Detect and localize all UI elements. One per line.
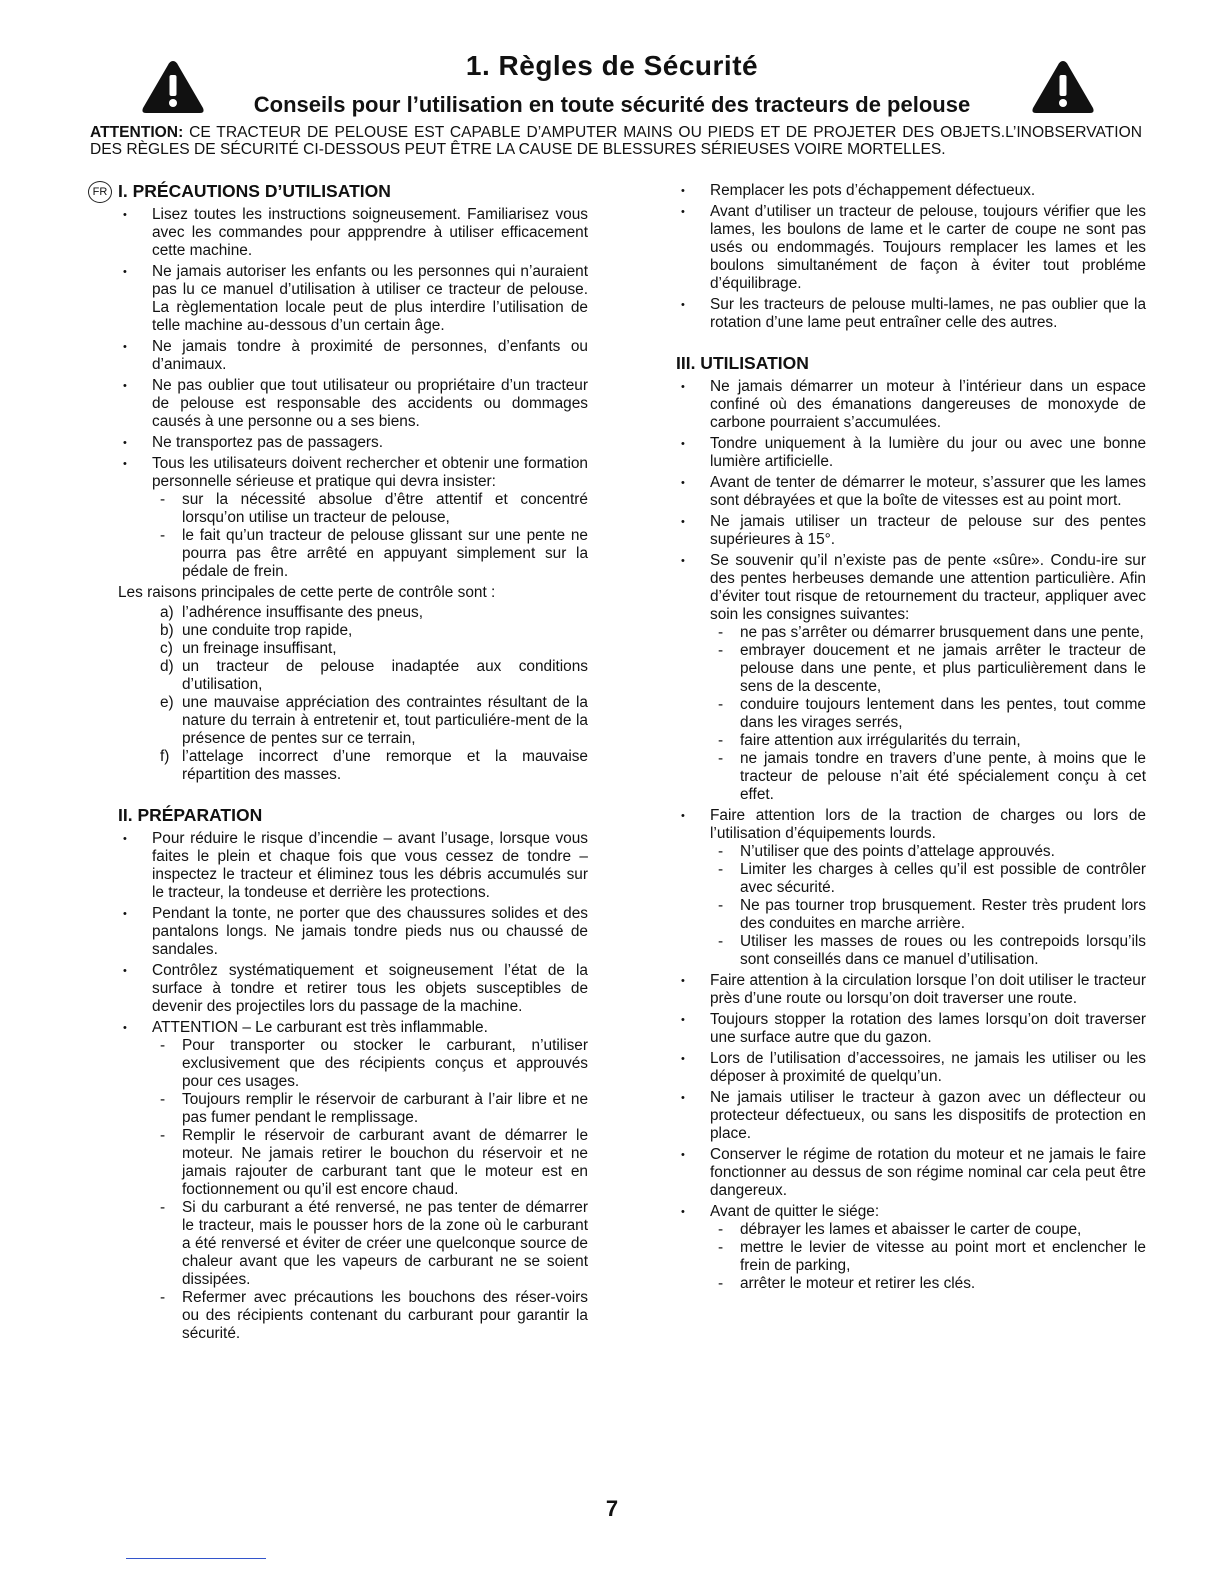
list-item: • Faire attention à la circulation lorsque l’on doit utiliser le tracteur près d’une route ou lorsqu’on doit traverser une route.: [676, 972, 1146, 1008]
list-item: [118, 1019, 588, 1343]
sub-list-item: - le fait qu’un tracteur de pelouse glissant sur une pente ne pourra pas être arrêté en appuyant simplement sur la pédale de frein.: [152, 527, 588, 581]
list-item: • Ne jamais démarrer un moteur à l’intérieur dans un espace confiné où des émanations dangereuses de monoxyde de carbone pourraient s’accumulées.: [676, 378, 1146, 432]
list-item: • Ne jamais autoriser les enfants ou les personnes qui n’auraient pas lu ce manuel d’utilisation à utiliser ce tracteur de pelouse. La règlementation locale peut de plus interdire l’utilisation de telle machine au-dessous d’un certain âge.: [118, 263, 588, 335]
bullet-list: [676, 378, 1146, 1293]
bullet-list: [118, 206, 588, 581]
sub-list-item: - conduire toujours lentement dans les pentes, tout comme dans les virages serrés,: [710, 696, 1146, 732]
list-item: [676, 807, 1146, 969]
sub-list: [152, 1037, 588, 1343]
list-item: • Ne pas oublier que tout utilisateur ou propriétaire d’un tracteur de pelouse est responsable des accidents ou dommages causés à une personne ou a ses biens.: [118, 377, 588, 431]
list-item-text: Faire attention lors de la traction de charges ou lors de l’utilisation d’équipements lourds.: [710, 807, 1146, 842]
reason-text: l’adhérence insuffisante des pneus,: [182, 604, 424, 621]
list-item: • Sur les tracteurs de pelouse multi-lames, ne pas oublier que la rotation d’une lame peut entraîner celle des autres.: [676, 296, 1146, 332]
reasons-intro: Les raisons principales de cette perte de contrôle sont :: [118, 584, 496, 601]
list-item: • Tondre uniquement à la lumière du jour ou avec une bonne lumière artificielle.: [676, 435, 1146, 471]
reason-item: [160, 640, 588, 658]
list-item-text: ATTENTION – Le carburant est très inflammable.: [152, 1019, 488, 1036]
reason-letter: f): [160, 748, 170, 765]
right-column: [676, 182, 1146, 1296]
list-item: • Contrôlez systématiquement et soigneusement l’état de la surface à tondre et retirer tous les objets susceptibles de devenir des projectiles lors du passage de la machine.: [118, 962, 588, 1016]
bullet-list: [118, 830, 588, 1343]
reasons-list: [118, 604, 588, 784]
reason-letter: b): [160, 622, 174, 639]
list-item-text: Avant de quitter le siége:: [710, 1203, 880, 1220]
list-item-text: Se souvenir qu’il n’existe pas de pente «sûre». Condu-ire sur des pentes herbeuses demande une attention particulière. Afin d’éviter tout risque de retournement du tracteur, appliquer avec soin les consignes suivantes:: [710, 552, 1146, 623]
attention-text: CE TRACTEUR DE PELOUSE EST CAPABLE D’AMPUTER MAINS OU PIEDS ET DE PROJETER DES OBJETS.L’INOBSERVATION DES RÈGLES DE SÉCURITÉ CI-DESSOUS PEUT ÊTRE LA CAUSE DE BLESSURES SÉRIEUSES VOIRE MORTELLES.: [90, 124, 1142, 158]
reason-item: [160, 694, 588, 748]
reason-text: une conduite trop rapide,: [182, 622, 353, 639]
sub-list: [710, 1221, 1146, 1293]
sub-list-item: - arrêter le moteur et retirer les clés.: [710, 1275, 1146, 1293]
list-item: • Avant d’utiliser un tracteur de pelouse, toujours vérifier que les lames, les boulons de lame et le carter de coupe ne sont pas usés ou endommagés. Toujours remplacer les lames et les boulons simultanément de façon à éviter tout probléme d’équilibrage.: [676, 203, 1146, 293]
reason-item: [160, 604, 588, 622]
reason-item: [160, 622, 588, 640]
sub-list: [152, 491, 588, 581]
list-item: • Ne jamais tondre à proximité de personnes, d’enfants ou d’animaux.: [118, 338, 588, 374]
language-badge: FR: [88, 181, 112, 203]
bullet-list: [676, 182, 1146, 332]
reason-text: un freinage insuffisant,: [182, 640, 337, 657]
attention-warning: [90, 124, 1142, 158]
sub-list-item: - sur la nécessité absolue d’être attentif et concentré lorsqu’on utilise un tracteur de pelouse,: [152, 491, 588, 527]
reason-letter: e): [160, 694, 174, 711]
sub-list: [710, 624, 1146, 804]
list-item: • Remplacer les pots d’échappement défectueux.: [676, 182, 1146, 200]
sub-list-item: - Refermer avec précautions les bouchons des réser-voirs ou des récipients contenant du carburant pour garantir la sécurité.: [152, 1289, 588, 1343]
list-item: [676, 1203, 1146, 1293]
reason-text: une mauvaise appréciation des contraintes résultant de la nature du terrain à entretenir et, tout particuliére-ment de la présence de pentes sur ce terrain,: [182, 694, 588, 747]
page-title: 1. Règles de Sécurité: [465, 50, 759, 81]
sub-list: [710, 843, 1146, 969]
section-2-heading: II. PRÉPARATION: [118, 805, 263, 825]
list-item: • Ne transportez pas de passagers.: [118, 434, 588, 452]
list-item: • Ne jamais utiliser un tracteur de pelouse sur des pentes supérieures à 15°.: [676, 513, 1146, 549]
sub-list-item: - N’utiliser que des points d’attelage approuvés.: [710, 843, 1146, 861]
sub-list-item: - Si du carburant a été renversé, ne pas tenter de démarrer le tracteur, mais le pousser hors de la zone où le carburant a été renversé et éviter de créer une quelconque source de chaleur avant que les vapeurs de carburant ne se soient dissipées.: [152, 1199, 588, 1289]
sub-list-item: - Pour transporter ou stocker le carburant, n’utiliser exclusivement que des récipients conçus et approuvés pour ces usages.: [152, 1037, 588, 1091]
list-item: • Lisez toutes les instructions soigneusement. Familiarisez vous avec les commandes pour appprendre à utiliser efficacement cette machine.: [118, 206, 588, 260]
sub-list-item: - Ne pas tourner trop brusquement. Rester très prudent lors des conduites en marche arrière.: [710, 897, 1146, 933]
list-item: [118, 455, 588, 581]
reason-letter: a): [160, 604, 174, 621]
attention-label: ATTENTION:: [90, 124, 184, 141]
sub-list-item: - ne jamais tondre en travers d’une pente, à moins que le tracteur de pelouse n’ait été spécialement conçu à cet effet.: [710, 750, 1146, 804]
left-column: [92, 181, 588, 1346]
sub-list-item: - Remplir le réservoir de carburant avant de démarrer le moteur. Ne jamais retirer le bouchon du réservoir et ne jamais rajouter de carburant tant que le moteur est en foctionnement ou qu’il est encore chaud.: [152, 1127, 588, 1199]
sub-list-item: - embrayer doucement et ne jamais arrêter le tracteur de pelouse dans une pente, et plus particulièrement dans le sens de la descente,: [710, 642, 1146, 696]
sub-list-item: - Limiter les charges à celles qu’il est possible de contrôler avec sécurité.: [710, 861, 1146, 897]
list-item: • Lors de l’utilisation d’accessoires, ne jamais les utiliser ou les déposer à proximité de quelqu’un.: [676, 1050, 1146, 1086]
list-item: [676, 552, 1146, 804]
sub-list-item: - Toujours remplir le réservoir de carburant à l’air libre et ne pas fumer pendant le remplissage.: [152, 1091, 588, 1127]
list-item: • Ne jamais utiliser le tracteur à gazon avec un déflecteur ou protecteur défectueux, ou sans les dispositifs de protection en place.: [676, 1089, 1146, 1143]
list-item: • Pendant la tonte, ne porter que des chaussures solides et des pantalons longs. Ne jamais tondre pieds nus ou chaussé de sandales.: [118, 905, 588, 959]
footer-divider: [126, 1558, 266, 1559]
reason-text: un tracteur de pelouse inadaptée aux conditions d’utilisation,: [182, 658, 588, 693]
reason-letter: c): [160, 640, 173, 657]
page-number: 7: [605, 1496, 619, 1521]
sub-list-item: - débrayer les lames et abaisser le carter de coupe,: [710, 1221, 1146, 1239]
reason-item: [160, 748, 588, 784]
sub-list-item: - ne pas s’arrêter ou démarrer brusquement dans une pente,: [710, 624, 1146, 642]
reason-text: l’attelage incorrect d’une remorque et la mauvaise répartition des masses.: [182, 748, 588, 783]
section-3-heading: III. UTILISATION: [676, 353, 809, 373]
sub-list-item: - Utiliser les masses de roues ou les contrepoids lorsqu’ils sont conseillés dans ce manuel d’utilisation.: [710, 933, 1146, 969]
page-subtitle: Conseils pour l’utilisation en toute sécurité des tracteurs de pelouse: [253, 92, 971, 117]
sub-list-item: - mettre le levier de vitesse au point mort et enclencher le frein de parking,: [710, 1239, 1146, 1275]
section-1-heading: I. PRÉCAUTIONS D’UTILISATION: [118, 181, 391, 201]
list-item: • Toujours stopper la rotation des lames lorsqu’on doit traverser une surface autre que du gazon.: [676, 1011, 1146, 1047]
list-item: • Conserver le régime de rotation du moteur et ne jamais le faire fonctionner au dessus de son régime nominal car cela peut être dangereux.: [676, 1146, 1146, 1200]
reason-letter: d): [160, 658, 174, 675]
list-item: • Pour réduire le risque d’incendie – avant l’usage, lorsque vous faites le plein et chaque fois que vous cessez de tondre – inspectez le tracteur et éliminez tous les débris accumulés sur le tracteur, la tondeuse et derrière les protections.: [118, 830, 588, 902]
section-heading: [92, 181, 588, 201]
sub-list-item: - faire attention aux irrégularités du terrain,: [710, 732, 1146, 750]
reason-item: [160, 658, 588, 694]
list-item-text: Tous les utilisateurs doivent rechercher et obtenir une formation personnelle sérieuse et pratique qui devra insister:: [152, 455, 588, 490]
list-item: • Avant de tenter de démarrer le moteur, s’assurer que les lames sont débrayées et que la boîte de vitesses est au point mort.: [676, 474, 1146, 510]
